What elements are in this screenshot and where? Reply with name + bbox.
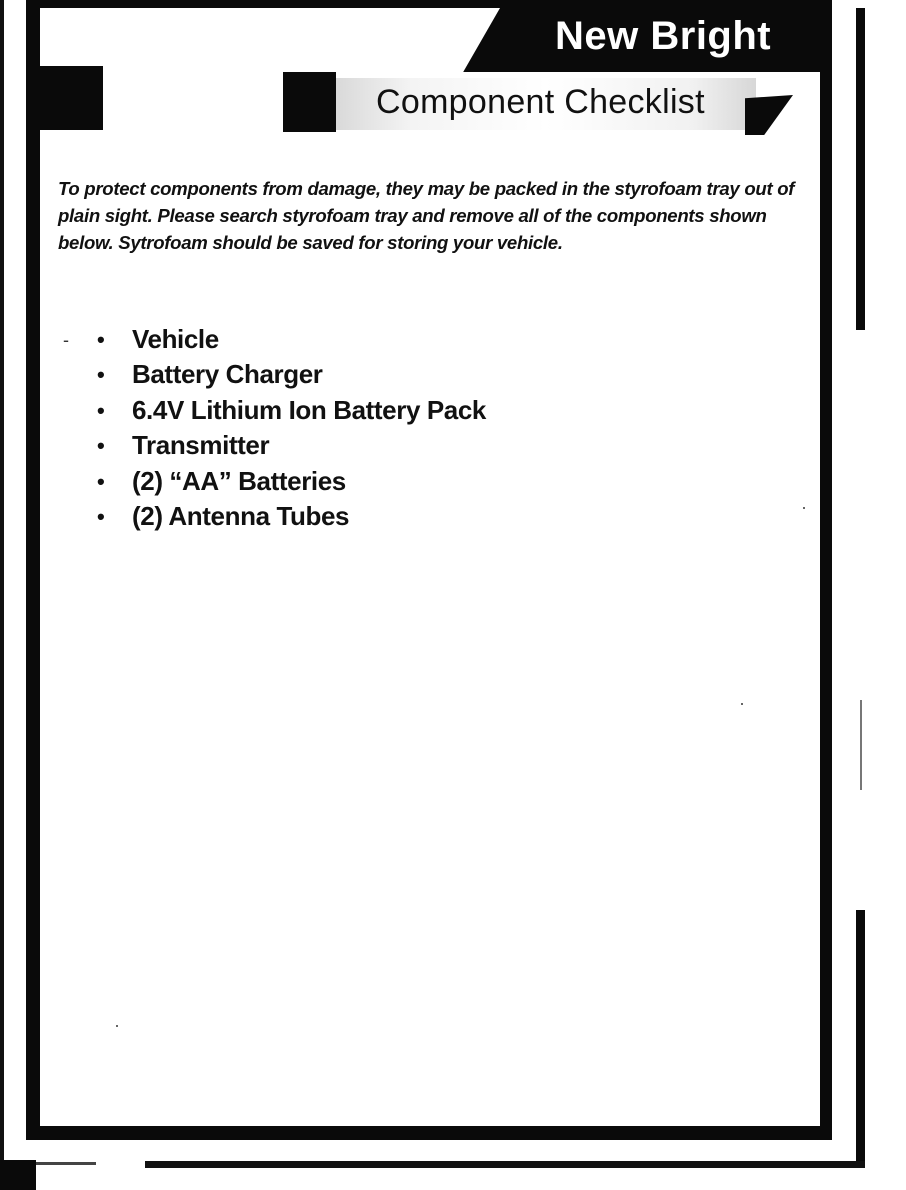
- scan-mark: -: [63, 330, 69, 350]
- list-item-label: Vehicle: [132, 324, 219, 354]
- list-item-label: Transmitter: [132, 430, 270, 461]
- page-title: Component Checklist: [376, 83, 705, 121]
- list-item: [92, 464, 486, 499]
- list-item: [92, 499, 486, 534]
- list-item-label: (2) Antenna Tubes: [132, 500, 350, 531]
- bullet-icon: •: [97, 362, 105, 388]
- bullet-icon: •: [97, 327, 105, 352]
- bullet-icon: •: [97, 433, 105, 459]
- intro-paragraph: To protect components from damage, they may be packed in the styrofoam tray out of plain sight. Please search styrofoam tray and remove all of the components shown below. Sytrofoam should be saved for storing your vehicle.: [58, 178, 795, 253]
- scan-speck: [741, 703, 743, 705]
- list-item: [92, 322, 486, 357]
- right-rule-gap: [852, 330, 868, 910]
- bottom-rule: [145, 1161, 865, 1168]
- bullet-icon: •: [97, 468, 105, 494]
- bullet-icon: •: [97, 503, 105, 529]
- left-section-marker: [40, 66, 103, 130]
- bottom-left-block: [0, 1160, 36, 1190]
- list-item-label: Battery Charger: [132, 359, 323, 390]
- list-item: [92, 357, 486, 392]
- scan-speck: [116, 1025, 118, 1027]
- right-rule-fragment: [860, 700, 862, 790]
- list-item-label: (2) “AA” Batteries: [132, 465, 346, 496]
- bottom-rule-fragment: [36, 1162, 96, 1165]
- page-left-edge: [0, 0, 4, 1160]
- bullet-icon: •: [97, 397, 105, 423]
- list-item: [92, 428, 486, 463]
- header-notch: [40, 8, 500, 72]
- list-item-label: 6.4V Lithium Ion Battery Pack: [132, 394, 486, 425]
- title-marker: [283, 72, 336, 132]
- scan-speck: [803, 507, 805, 509]
- component-checklist: [92, 322, 486, 534]
- brand-name: New Bright: [555, 14, 772, 58]
- list-item: [92, 393, 486, 428]
